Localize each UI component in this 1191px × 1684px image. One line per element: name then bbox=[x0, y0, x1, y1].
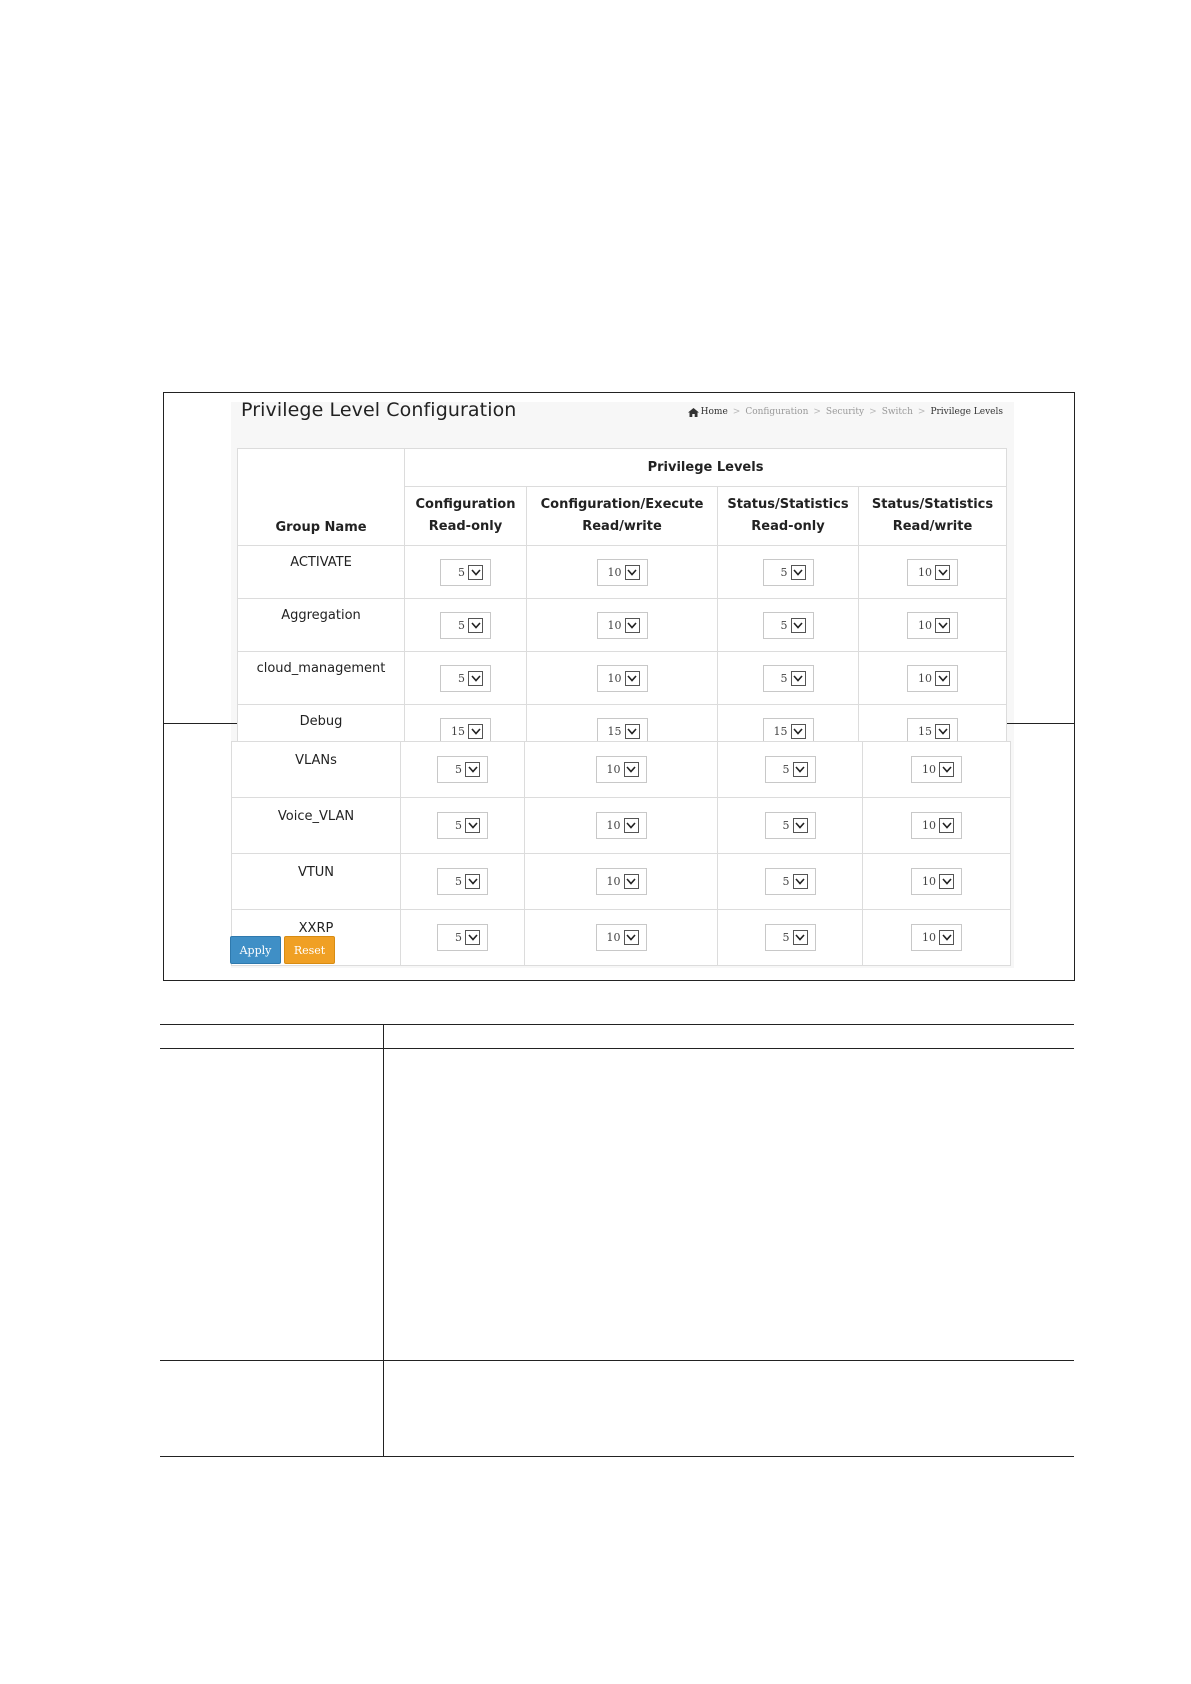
privilege-level-select[interactable] bbox=[907, 559, 958, 586]
column-header: Configuration Read-only bbox=[405, 487, 527, 546]
privilege-level-select[interactable] bbox=[765, 756, 816, 783]
privilege-level-select[interactable] bbox=[597, 559, 648, 586]
table-row bbox=[238, 546, 1007, 599]
privilege-level-select[interactable] bbox=[437, 812, 488, 839]
privilege-level-select[interactable] bbox=[596, 924, 647, 951]
privilege-cell bbox=[718, 910, 863, 966]
chevron-down-icon[interactable] bbox=[465, 874, 480, 889]
privilege-level-select[interactable] bbox=[596, 812, 647, 839]
chevron-down-icon[interactable] bbox=[793, 930, 808, 945]
table-rule-top bbox=[160, 1024, 1074, 1025]
chevron-down-icon[interactable] bbox=[465, 930, 480, 945]
privilege-cell bbox=[863, 910, 1011, 966]
chevron-down-icon[interactable] bbox=[624, 930, 639, 945]
privilege-level-select[interactable] bbox=[911, 812, 962, 839]
privilege-level-select[interactable] bbox=[440, 665, 491, 692]
chevron-down-icon[interactable] bbox=[935, 565, 950, 580]
privilege-level-select[interactable] bbox=[765, 812, 816, 839]
privilege-level-select[interactable] bbox=[763, 665, 814, 692]
privilege-level-value: 15 bbox=[773, 724, 788, 738]
table-row bbox=[238, 652, 1007, 705]
apply-button[interactable]: Apply bbox=[230, 936, 281, 964]
breadcrumb-security[interactable]: Security bbox=[825, 407, 865, 417]
privilege-level-value: 5 bbox=[782, 875, 790, 888]
privilege-level-value: 5 bbox=[780, 565, 788, 579]
privilege-table-top bbox=[237, 448, 1007, 758]
table-rule-header bbox=[160, 1048, 1074, 1049]
privilege-level-value: 10 bbox=[606, 875, 621, 888]
privilege-level-select[interactable] bbox=[437, 924, 488, 951]
breadcrumb-home-label: Home bbox=[700, 407, 728, 417]
chevron-down-icon[interactable] bbox=[939, 930, 954, 945]
breadcrumb-privilege-levels: Privilege Levels bbox=[930, 407, 1003, 417]
privilege-level-value: 10 bbox=[922, 819, 936, 832]
chevron-down-icon[interactable] bbox=[793, 762, 808, 777]
privilege-level-select[interactable] bbox=[911, 924, 962, 951]
chevron-down-icon[interactable] bbox=[625, 618, 640, 633]
privilege-cell bbox=[859, 599, 1007, 652]
breadcrumb-configuration[interactable]: Configuration bbox=[745, 407, 809, 417]
privilege-level-select[interactable] bbox=[907, 612, 958, 639]
privilege-level-value: 5 bbox=[782, 931, 790, 944]
privilege-cell bbox=[718, 742, 863, 798]
chevron-down-icon[interactable] bbox=[624, 762, 639, 777]
privilege-level-value: 10 bbox=[606, 819, 621, 832]
privilege-cell bbox=[525, 910, 718, 966]
privilege-level-select[interactable] bbox=[763, 612, 814, 639]
privilege-level-value: 10 bbox=[606, 931, 621, 944]
chevron-down-icon[interactable] bbox=[791, 724, 806, 739]
privilege-level-value: 10 bbox=[607, 671, 622, 685]
privilege-cell bbox=[405, 652, 527, 705]
privilege-level-value: 5 bbox=[782, 819, 790, 832]
privilege-level-value: 5 bbox=[458, 565, 465, 579]
privilege-level-select[interactable] bbox=[596, 868, 647, 895]
chevron-down-icon[interactable] bbox=[791, 671, 806, 686]
privilege-level-select[interactable] bbox=[437, 756, 488, 783]
privilege-cell bbox=[718, 546, 859, 599]
chevron-down-icon[interactable] bbox=[935, 724, 950, 739]
privilege-cell bbox=[405, 599, 527, 652]
privilege-level-select[interactable] bbox=[597, 612, 648, 639]
privilege-cell bbox=[405, 546, 527, 599]
privilege-level-select[interactable] bbox=[911, 756, 962, 783]
column-header: Status/Statistics Read/write bbox=[859, 487, 1007, 546]
privilege-level-value: 10 bbox=[607, 565, 622, 579]
privilege-cell bbox=[525, 742, 718, 798]
group-name-cell: XXRP bbox=[232, 910, 401, 966]
table-rule-column bbox=[383, 1024, 384, 1456]
chevron-down-icon[interactable] bbox=[625, 724, 640, 739]
chevron-down-icon[interactable] bbox=[465, 818, 480, 833]
home-icon bbox=[688, 408, 699, 417]
privilege-level-value: 10 bbox=[607, 618, 622, 632]
privilege-level-value: 10 bbox=[918, 565, 933, 579]
breadcrumb-separator: > bbox=[917, 407, 926, 417]
chevron-down-icon[interactable] bbox=[468, 565, 483, 580]
privilege-cell bbox=[527, 652, 718, 705]
chevron-down-icon[interactable] bbox=[624, 818, 639, 833]
privilege-levels-header: Privilege Levels bbox=[405, 449, 1007, 487]
privilege-level-value: 15 bbox=[607, 724, 622, 738]
table-rule-bottom bbox=[160, 1456, 1074, 1457]
chevron-down-icon[interactable] bbox=[468, 671, 483, 686]
privilege-level-value: 5 bbox=[458, 618, 465, 632]
table-row bbox=[238, 599, 1007, 652]
privilege-cell bbox=[401, 742, 525, 798]
privilege-cell bbox=[525, 854, 718, 910]
privilege-level-value: 5 bbox=[780, 671, 788, 685]
privilege-level-value: 5 bbox=[455, 875, 462, 888]
privilege-level-select[interactable] bbox=[765, 868, 816, 895]
table-row bbox=[232, 910, 1011, 966]
privilege-level-value: 5 bbox=[458, 671, 465, 685]
chevron-down-icon[interactable] bbox=[939, 762, 954, 777]
privilege-cell bbox=[859, 546, 1007, 599]
privilege-cell bbox=[863, 798, 1011, 854]
privilege-level-value: 10 bbox=[922, 875, 936, 888]
chevron-down-icon[interactable] bbox=[625, 671, 640, 686]
chevron-down-icon[interactable] bbox=[625, 565, 640, 580]
privilege-cell bbox=[401, 798, 525, 854]
privilege-cell bbox=[401, 910, 525, 966]
privilege-cell bbox=[718, 599, 859, 652]
privilege-level-value: 5 bbox=[455, 763, 462, 776]
table-row bbox=[232, 854, 1011, 910]
privilege-cell bbox=[863, 742, 1011, 798]
chevron-down-icon[interactable] bbox=[939, 818, 954, 833]
table-row bbox=[232, 798, 1011, 854]
privilege-level-value: 10 bbox=[922, 931, 936, 944]
privilege-level-select[interactable] bbox=[911, 868, 962, 895]
privilege-cell bbox=[525, 798, 718, 854]
privilege-cell bbox=[527, 599, 718, 652]
table-row bbox=[232, 742, 1011, 798]
chevron-down-icon[interactable] bbox=[935, 671, 950, 686]
privilege-table-bottom bbox=[231, 741, 1011, 966]
table-rule-middle bbox=[160, 1360, 1074, 1361]
breadcrumb-switch[interactable]: Switch bbox=[881, 407, 913, 417]
privilege-level-select[interactable] bbox=[597, 665, 648, 692]
chevron-down-icon[interactable] bbox=[793, 818, 808, 833]
privilege-level-select[interactable] bbox=[763, 559, 814, 586]
group-name-cell: Debug bbox=[238, 705, 405, 758]
privilege-level-value: 10 bbox=[922, 763, 936, 776]
page-title: Privilege Level Configuration bbox=[241, 399, 517, 421]
chevron-down-icon[interactable] bbox=[624, 874, 639, 889]
group-name-cell: Aggregation bbox=[238, 599, 405, 652]
privilege-level-value: 5 bbox=[455, 931, 462, 944]
group-name-cell: VLANs bbox=[232, 742, 401, 798]
privilege-level-select[interactable] bbox=[440, 559, 491, 586]
privilege-level-value: 10 bbox=[918, 618, 933, 632]
privilege-level-value: 5 bbox=[455, 819, 462, 832]
privilege-cell bbox=[718, 798, 863, 854]
breadcrumb-separator: > bbox=[869, 407, 877, 417]
chevron-down-icon[interactable] bbox=[791, 565, 806, 580]
privilege-level-value: 10 bbox=[918, 671, 933, 685]
breadcrumb-separator: > bbox=[813, 407, 821, 417]
group-name-header: Group Name bbox=[238, 449, 405, 546]
chevron-down-icon[interactable] bbox=[935, 618, 950, 633]
chevron-down-icon[interactable] bbox=[791, 618, 806, 633]
chevron-down-icon[interactable] bbox=[465, 762, 480, 777]
chevron-down-icon[interactable] bbox=[793, 874, 808, 889]
privilege-cell bbox=[527, 546, 718, 599]
group-name-cell: ACTIVATE bbox=[238, 546, 405, 599]
privilege-level-value: 5 bbox=[780, 618, 788, 632]
privilege-level-select[interactable] bbox=[596, 756, 647, 783]
breadcrumb-home[interactable] bbox=[688, 407, 728, 417]
chevron-down-icon[interactable] bbox=[939, 874, 954, 889]
privilege-level-value: 15 bbox=[918, 724, 933, 738]
group-name-cell: VTUN bbox=[232, 854, 401, 910]
column-header: Status/Statistics Read-only bbox=[718, 487, 859, 546]
chevron-down-icon[interactable] bbox=[468, 618, 483, 633]
breadcrumb-separator: > bbox=[732, 407, 741, 417]
privilege-level-value: 15 bbox=[451, 724, 465, 738]
group-name-cell: cloud_management bbox=[238, 652, 405, 705]
breadcrumb bbox=[688, 407, 1003, 417]
privilege-level-value: 5 bbox=[782, 763, 790, 776]
privilege-cell bbox=[718, 652, 859, 705]
privilege-cell bbox=[863, 854, 1011, 910]
privilege-level-select[interactable] bbox=[907, 665, 958, 692]
privilege-level-value: 10 bbox=[606, 763, 621, 776]
group-name-cell: Voice_VLAN bbox=[232, 798, 401, 854]
reset-button[interactable]: Reset bbox=[284, 936, 335, 964]
privilege-level-select[interactable] bbox=[440, 612, 491, 639]
privilege-cell bbox=[401, 854, 525, 910]
chevron-down-icon[interactable] bbox=[468, 724, 483, 739]
privilege-level-select[interactable] bbox=[765, 924, 816, 951]
privilege-level-select[interactable] bbox=[437, 868, 488, 895]
column-header: Configuration/Execute Read/write bbox=[527, 487, 718, 546]
privilege-cell bbox=[718, 854, 863, 910]
privilege-cell bbox=[859, 652, 1007, 705]
